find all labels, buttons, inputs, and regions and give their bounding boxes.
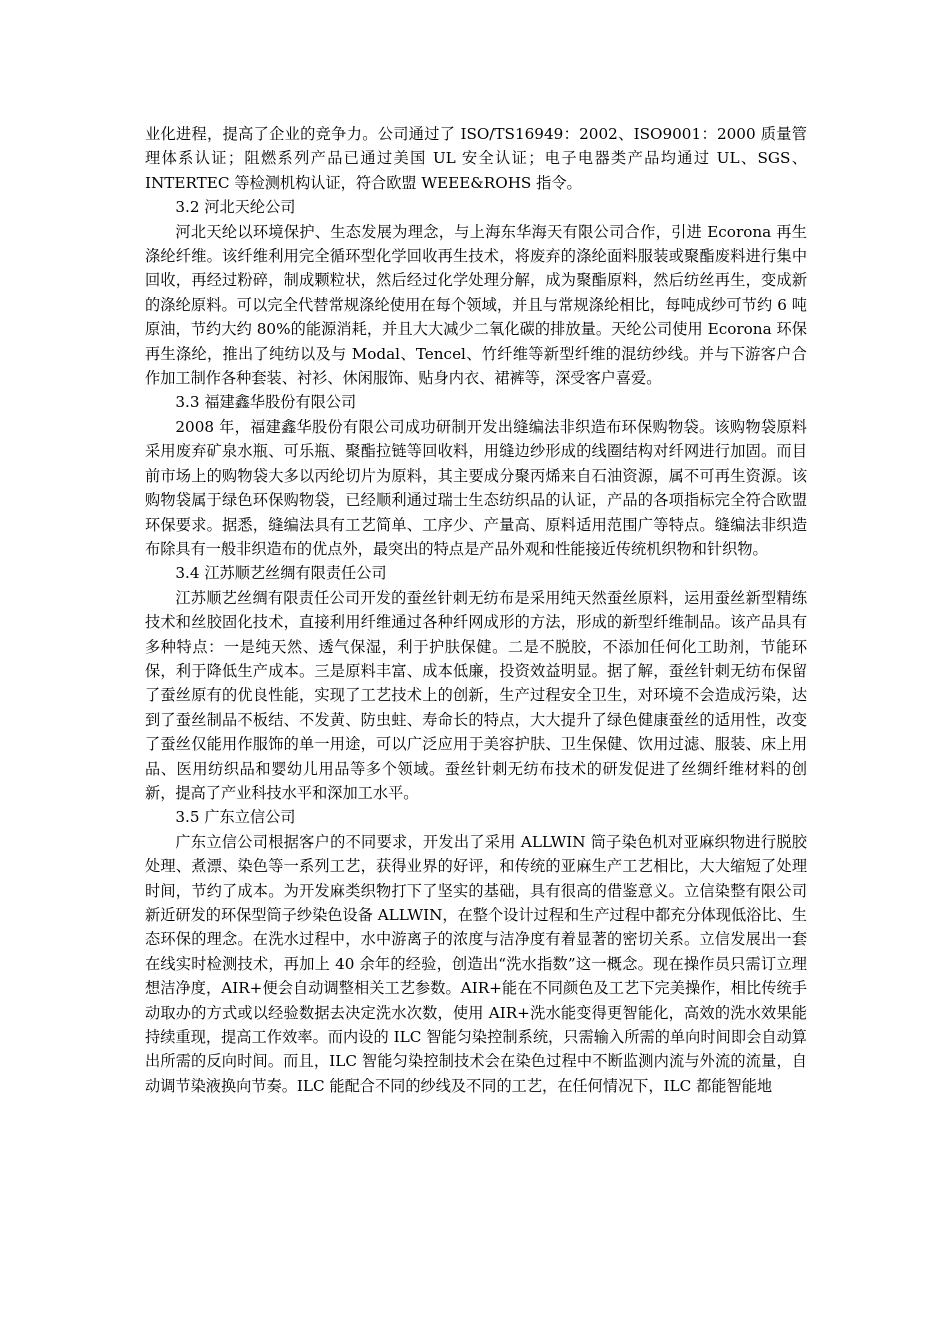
paragraph-hebei-tianlun: 河北天纶以环境保护、生态发展为理念，与上海东华海天有限公司合作，引进 Ecorona 再生涤纶纤维。该纤维利用完全循环型化学回收再生技术，将废弃的涤纶面料服装或聚酯废料进行集中回收，再经过粉碎，制成颗粒状，然后经过化学处理分解，成为聚酯原料，然后纺丝再生，变成新的涤纶原料。可以完全代替常规涤纶使用在每个领域，并且与常规涤纶相比，每吨成纱可节约 6 吨原油，节约大约 80%的能源消耗，并且大大减少二氧化碳的排放量。天纶公司使用 Ecorona 环保再生涤纶，推出了纯纺以及与 Modal、Tencel、竹纤维等新型纤维的混纺纱线。并与下游客户合作加工制作各种套装、衬衫、休闲服饰、贴身内衣、裙裤等，深受客户喜爱。 — [145, 222, 807, 388]
section-heading-3-3: 3.3 福建鑫华股份有限公司 — [175, 393, 357, 412]
paragraph-continuation: 业化进程，提高了企业的竞争力。公司通过了 ISO/TS16949：2002、ISO9001：2000 质量管理体系认证；阻燃系列产品已通过美国 UL 安全认证；电子电器类产品均通过 UL、SGS、INTERTEC 等检测机构认证，符合欧盟 WEEE&ROHS 指令。 — [145, 125, 807, 192]
paragraph-fujian-xinhua: 2008 年，福建鑫华股份有限公司成功研制开发出缝编法非织造布环保购物袋。该购物袋原料采用废弃矿泉水瓶、可乐瓶、聚酯拉链等回收料，用缝边纱形成的线圈结构对纤网进行加固。而目前市场上的购物袋大多以丙纶切片为原料，其主要成分聚丙烯来自石油资源，属不可再生资源。该购物袋属于绿色环保购物袋，已经顺利通过瑞士生态纺织品的认证，产品的各项指标完全符合欧盟环保要求。据悉，缝编法具有工艺简单、工序少、产量高、原料适用范围广等特点。缝编法非织造布除具有一般非织造布的优点外，最突出的特点是产品外观和性能接近传统机织物和针织物。 — [145, 417, 807, 558]
document-page — [145, 122, 807, 1098]
section-heading-3-4: 3.4 江苏顺艺丝绸有限责任公司 — [175, 564, 387, 583]
paragraph-guangdong-lixin: 广东立信公司根据客户的不同要求，开发出了采用 ALLWIN 筒子染色机对亚麻织物进行脱胶处理、煮漂、染色等一系列工艺，获得业界的好评，和传统的亚麻生产工艺相比，大大缩短了处理时间，节约了成本。为开发麻类织物打下了坚实的基础，具有很高的借鉴意义。立信染整有限公司新近研发的环保型筒子纱染色设备 ALLWIN，在整个设计过程和生产过程中都充分体现低浴比、生态环保的理念。在洗水过程中，水中游离子的浓度与洁净度有着显著的密切关系。立信发展出一套在线实时检测技术，再加上 40 余年的经验，创造出“洗水指数”这一概念。现在操作员只需订立理想洁净度，AIR+便会自动调整相关工艺参数。AIR+能在不同颜色及工艺下完美操作，相比传统手动取办的方式或以经验数据去决定洗水次数，使用 AIR+洗水能变得更智能化，高效的洗水效果能持续重现，提高工作效率。而内设的 ILC 智能匀染控制系统，只需输入所需的单向时间即会自动算出所需的反向时间。而且，ILC 智能匀染控制技术会在染色过程中不断监测内流与外流的流量，自动调节染液换向节奏。ILC 能配合不同的纱线及不同的工艺，在任何情况下，ILC 都能智能地 — [145, 832, 807, 1095]
section-heading-3-2: 3.2 河北天纶公司 — [175, 198, 296, 217]
section-heading-3-5: 3.5 广东立信公司 — [175, 808, 296, 827]
paragraph-jiangsu-shunyi: 江苏顺艺丝绸有限责任公司开发的蚕丝针刺无纺布是采用纯天然蚕丝原料，运用蚕丝新型精练技术和丝胶固化技术，直接利用纤维通过各种纤网成形的方法，形成的新型纤维制品。该产品具有多种特点：一是纯天然、透气保湿，利于护肤保健。二是不脱胶，不添加任何化工助剂，节能环保，利于降低生产成本。三是原料丰富、成本低廉，投资效益明显。据了解，蚕丝针刺无纺布保留了蚕丝原有的优良性能，实现了工艺技术上的创新，生产过程安全卫生，对环境不会造成污染，达到了蚕丝制品不板结、不发黄、防虫蛀、寿命长的特点，大大提升了绿色健康蚕丝的适用性，改变了蚕丝仅能用作服饰的单一用途，可以广泛应用于美容护肤、卫生保健、饮用过滤、服装、床上用品、医用纺织品和婴幼儿用品等多个领域。蚕丝针刺无纺布技术的研发促进了丝绸纤维材料的创新，提高了产业科技水平和深加工水平。 — [145, 588, 807, 802]
